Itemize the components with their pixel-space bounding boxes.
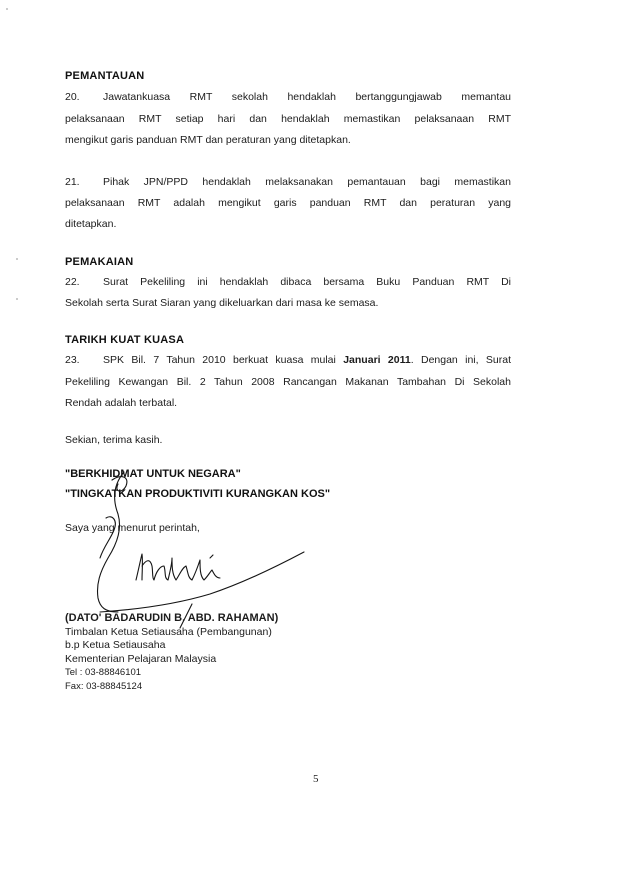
heading-pemantauan: PEMANTAUAN — [65, 70, 145, 82]
para-20-text-1: Jawatankuasa RMT sekolah hendaklah bertanggungjawab memantau — [103, 91, 511, 103]
scan-speck — [6, 8, 8, 10]
para-23-line-3: Rendah adalah terbatal. — [65, 397, 178, 409]
saya-text: Saya yang menurut perintah, — [65, 522, 200, 534]
heading-pemakaian: PEMAKAIAN — [65, 256, 134, 268]
para-21-number: 21. — [65, 176, 80, 188]
signatory-ministry: Kementerian Pelajaran Malaysia — [65, 652, 217, 665]
para-20-number: 20. — [65, 91, 80, 103]
motto-1: "BERKHIDMAT UNTUK NEGARA" — [65, 468, 241, 480]
para-22-text-1: Surat Pekeliling ini hendaklah dibaca bersama Buku Panduan RMT Di — [103, 276, 511, 288]
para-20-line-1 — [65, 91, 511, 104]
para-21-line-3: ditetapkan. — [65, 218, 117, 230]
para-22-number: 22. — [65, 276, 80, 288]
para-22-line-2: Sekolah serta Surat Siaran yang dikeluarkan dari masa ke semasa. — [65, 297, 379, 309]
signatory-title-2: b.p Ketua Setiausaha — [65, 639, 166, 652]
para-23-text-1c: . Dengan ini, Surat — [410, 354, 512, 366]
scan-speck — [16, 298, 18, 300]
heading-tarikh-kuat-kuasa: TARIKH KUAT KUASA — [65, 334, 185, 346]
para-20-line-2: pelaksanaan RMT setiap hari dan hendaklah memastikan pelaksanaan RMT — [65, 113, 511, 125]
scan-speck — [16, 258, 18, 260]
para-20-line-3: mengikut garis panduan RMT dan peraturan yang ditetapkan. — [65, 134, 351, 146]
para-23-number: 23. — [65, 354, 80, 366]
para-23-date: Januari 2011 — [343, 354, 411, 366]
para-23-line-2: Pekeliling Kewangan Bil. 2 Tahun 2008 Rancangan Makanan Tambahan Di Sekolah — [65, 376, 511, 388]
para-23-line-1 — [65, 354, 511, 367]
signatory-name: (DATO' BADARUDIN B. ABD. RAHAMAN) — [65, 612, 279, 624]
signatory-title-1: Timbalan Ketua Setiausaha (Pembangunan) — [65, 625, 272, 638]
signatory-fax: Fax: 03-88845124 — [65, 680, 143, 692]
signatory-block — [65, 612, 278, 694]
para-22-line-1 — [65, 276, 511, 289]
closing-text: Sekian, terima kasih. — [65, 434, 163, 446]
signatory-tel: Tel : 03-88846101 — [65, 667, 142, 679]
para-23-text-1a: SPK Bil. 7 Tahun 2010 berkuat kuasa mulai — [103, 354, 344, 366]
para-21-line-1 — [65, 176, 511, 189]
page-number: 5 — [313, 773, 319, 785]
para-21-text-1: Pihak JPN/PPD hendaklah melaksanakan pemantauan bagi memastikan — [103, 176, 511, 188]
motto-2: "TINGKATKAN PRODUKTIVITI KURANGKAN KOS" — [65, 488, 331, 500]
handwritten-signature — [60, 462, 310, 632]
para-21-line-2: pelaksanaan RMT adalah mengikut garis panduan RMT dan peraturan yang — [65, 197, 511, 209]
